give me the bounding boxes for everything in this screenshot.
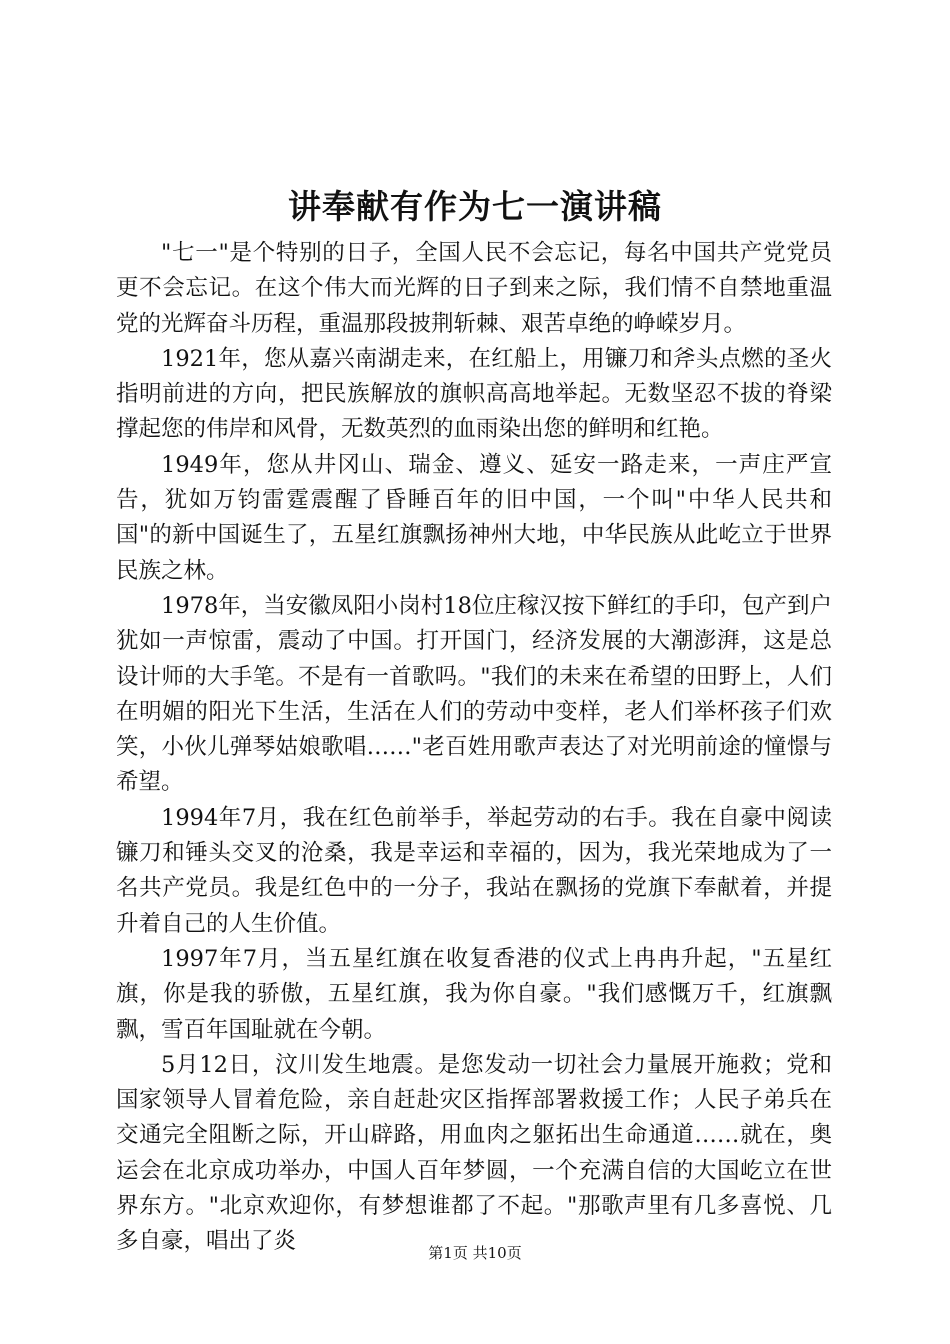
paragraph: 1997年7月，当五星红旗在收复香港的仪式上冉冉升起，"五星红旗，你是我的骄傲，五星红旗，我为你自豪。"我们感慨万千，红旗飘飘，雪百年国耻就在今朝。	[116, 945, 832, 1043]
document-title: 讲奉献有作为七一演讲稿	[288, 187, 662, 226]
paragraph: 1949年，您从井冈山、瑞金、遵义、延安一路走来，一声庄严宣告，犹如万钧雷霆震醒了昏睡百年的旧中国，一个叫"中华人民共和国"的新中国诞生了，五星红旗飘扬神州大地，中华民族从此屹立于世界民族之林。	[116, 451, 832, 584]
paragraph: 1978年，当安徽凤阳小岗村18位庄稼汉按下鲜红的手印，包产到户犹如一声惊雷，震动了中国。打开国门，经济发展的大潮澎湃，这是总设计师的大手笔。不是有一首歌吗。"我们的未来在希望的田野上，人们在明媚的阳光下生活，生活在人们的劳动中变样，老人们举杯孩子们欢笑，小伙儿弹琴姑娘歌唱……"老百姓用歌声表达了对光明前途的憧憬与希望。	[116, 592, 832, 796]
document-body	[116, 236, 832, 1260]
paragraph: 1921年，您从嘉兴南湖走来，在红船上，用镰刀和斧头点燃的圣火指明前进的方向，把民族解放的旗帜高高地举起。无数坚忍不拔的脊梁撑起您的伟岸和风骨，无数英烈的血雨染出您的鲜明和红艳。	[116, 345, 832, 443]
paragraph: 5月12日，汶川发生地震。是您发动一切社会力量展开施救；党和国家领导人冒着危险，亲自赶赴灾区指挥部署救援工作；人民子弟兵在交通完全阻断之际，开山辟路，用血肉之躯拓出生命通道……就在，奥运会在北京成功举办，中国人百年梦圆，一个充满自信的大国屹立在世界东方。"北京欢迎你，有梦想谁都了不起。"那歌声里有几多喜悦、几多自豪，唱出了炎	[116, 1051, 832, 1255]
paragraph: 1994年7月，我在红色前举手，举起劳动的右手。我在自豪中阅读镰刀和锤头交叉的沧桑，我是幸运和幸福的，因为，我光荣地成为了一名共产党员。我是红色中的一分子，我站在飘扬的党旗下奉献着，并提升着自己的人生价值。	[116, 804, 832, 937]
paragraph: "七一"是个特别的日子，全国人民不会忘记，每名中国共产党党员更不会忘记。在这个伟大而光辉的日子到来之际，我们情不自禁地重温党的光辉奋斗历程，重温那段披荆斩棘、艰苦卓绝的峥嵘岁月。	[116, 240, 832, 337]
page-footer: 第1页 共10页	[428, 1244, 522, 1262]
